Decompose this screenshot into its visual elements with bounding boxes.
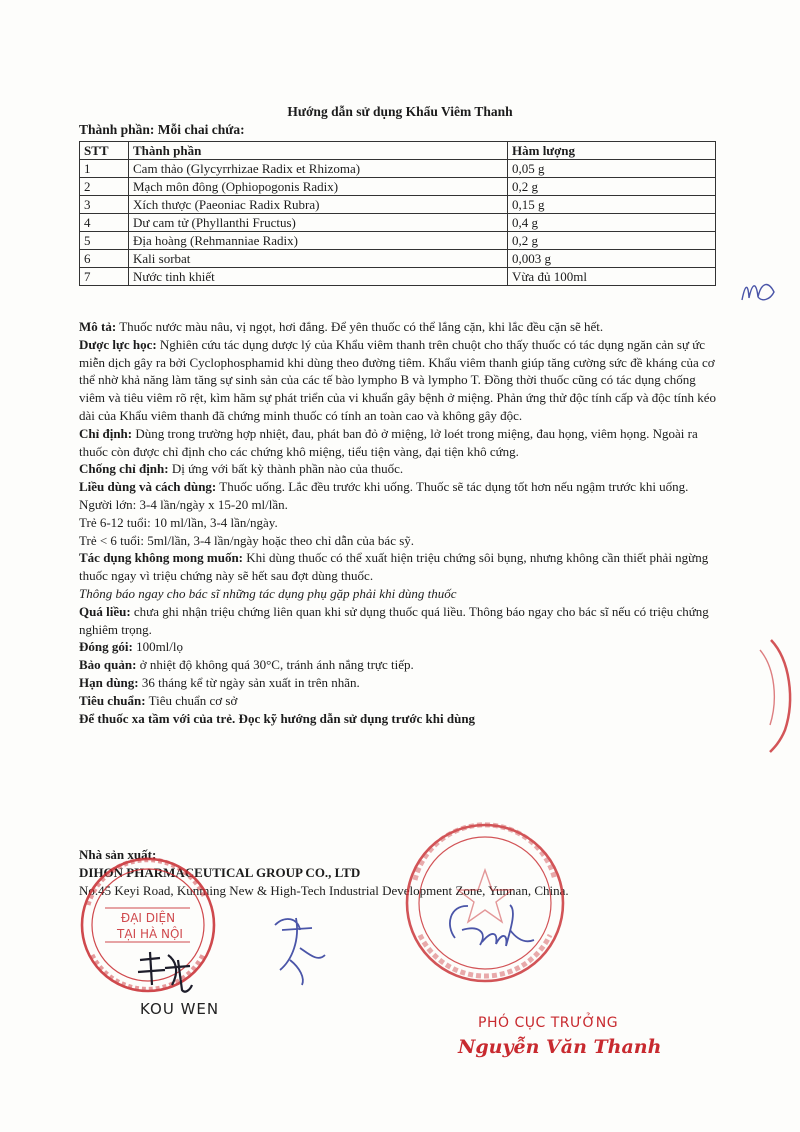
cell-stt: 5 [80,232,129,250]
section-description [79,318,719,336]
cell-stt: 4 [80,214,129,232]
official-name: Nguyễn Văn Thanh [458,1036,662,1058]
cell-amount: 0,003 g [508,250,716,268]
section-text: Tiêu chuẩn cơ sở [145,692,238,708]
section-indications [79,425,719,461]
table-row [80,178,716,196]
section-dosage [79,478,719,496]
cell-stt: 6 [80,250,129,268]
section-pharmacodynamics [79,336,719,425]
section-text: Dùng trong trường hợp nhiệt, đau, phát ban đỏ ở miệng, lở loét trong miệng, đau họng, viêm họng. Ngoài ra thuốc còn được chỉ định cho các chứng khô miệng, tiểu tiện vàng, đại tiện khô cứng. [79,425,698,459]
cell-ingredient: Dư cam tử (Phyllanthi Fructus) [129,214,508,232]
section-expiry [79,674,719,692]
edge-stamp [770,640,790,752]
official-title: PHÓ CỤC TRƯỞNG [478,1015,619,1031]
dosage-child-6-12: Trẻ 6-12 tuổi: 10 ml/lần, 3-4 lần/ngày. [79,514,278,530]
signature-right [450,905,534,946]
section-label: Tác dụng không mong muốn: [79,550,243,566]
document-title: Hướng dẫn sử dụng Khẩu Viêm Thanh [287,104,513,119]
table-row [80,160,716,178]
composition-label: Thành phần: Mỗi chai chứa: [79,122,245,137]
dosage-child-under-6: Trẻ < 6 tuổi: 5ml/lần, 3-4 lần/ngày hoặc theo chỉ dẫn của bác sỹ. [79,532,415,548]
cell-stt: 1 [80,160,129,178]
signature-left-name: KOU WEN [140,1000,220,1018]
signature-left [138,952,192,992]
section-label: Bảo quản: [79,657,137,673]
cell-amount: 0,2 g [508,178,716,196]
stamp-left-line1: ĐẠI DIỆN [120,911,176,925]
cell-amount: 0,2 g [508,232,716,250]
table-row [80,268,716,286]
section-text: Thuốc nước màu nâu, vị ngọt, hơi đắng. Để yên thuốc có thể lắng cặn, khi lắc đều cặn sẽ hết. [116,319,604,334]
section-overdose [79,603,719,639]
signature-middle [275,918,325,985]
section-label: Chống chỉ định: [79,461,169,477]
cell-amount: 0,15 g [508,196,716,214]
table-header-row [80,142,716,160]
cell-stt: 2 [80,178,129,196]
table-row [80,250,716,268]
table-row [80,232,716,250]
table-row [80,214,716,232]
section-standard [79,692,719,710]
table-row [80,196,716,214]
instructions-body [79,318,719,727]
cell-ingredient: Địa hoàng (Rehmanniae Radix) [129,232,508,250]
section-packaging [79,638,719,656]
ingredients-table [79,141,716,286]
safety-warning: Để thuốc xa tầm với của trẻ. Đọc kỹ hướng dẫn sử dụng trước khi dùng [79,710,476,726]
cell-stt: 3 [80,196,129,214]
section-text: Nghiên cứu tác dụng dược lý của Khẩu viêm thanh trên chuột cho thấy thuốc có tác dụng ngăn cản sự ức miễn dịch gây ra bởi Cyclophosphamid khi dùng theo đường tiêm. Khẩu viêm thanh giúp tăng cường sức đề kháng của cơ thể nhờ khả năng làm tăng sự sinh sản của các tế bào lympho B và lympho T. Đồng thời thuốc cũng có tác dụng chống viêm và tiêu viêm rõ rệt, kìm hãm sự phát triển của vi khuẩn gây bệnh ở miệng. Phản ứng thử độc tính cấp và độc tính kéo dài của Khẩu viêm thanh đã chứng minh thuốc có tính an toàn cao và không gây độc. [79,336,717,423]
section-label: Quá liều: [79,603,131,619]
section-label: Mô tả: [79,319,117,334]
section-label: Dược lực học: [79,336,157,352]
cell-stt: 7 [80,268,129,286]
section-text: Thuốc uống. Lắc đều trước khi uống. Thuốc sẽ tác dụng tốt hơn nếu ngậm trước khi uống. [216,479,689,495]
initials-mark [742,285,774,300]
dosage-adult: Người lớn: 3-4 lần/ngày x 15-20 ml/lần. [79,496,288,512]
side-effects-notice: Thông báo ngay cho bác sĩ những tác dụng phụ gặp phải khi dùng thuốc [79,585,457,601]
header-ingredient: Thành phần [129,142,508,160]
manufacturer-block [79,846,759,900]
section-text: Khi dùng thuốc có thể xuất hiện triệu chứng sôi bụng, nhưng không cần thiết phải ngừng thuốc ngay vì triệu chứng này sẽ hết sau đợt dùng thuốc. [79,550,709,584]
section-label: Đóng gói: [79,639,133,655]
section-side-effects [79,549,719,585]
manufacturer-address: No.45 Keyi Road, Kunming New & High-Tech Industrial Development Zone, Yunnan, China. [79,883,569,898]
section-storage [79,656,719,674]
cell-ingredient: Mạch môn đông (Ophiopogonis Radix) [129,178,508,196]
manufacturer-name: DIHON PHARMACEUTICAL GROUP CO., LTD [79,865,361,880]
cell-ingredient: Kali sorbat [129,250,508,268]
header-stt: STT [80,142,129,160]
cell-ingredient: Cam thảo (Glycyrrhizae Radix et Rhizoma) [129,160,508,178]
section-text: chưa ghi nhận triệu chứng liên quan khi sử dụng thuốc quá liều. Thông báo ngay cho bác sĩ nếu có triệu chứng nghiêm trọng. [79,603,709,637]
section-text: Dị ứng với bất kỳ thành phần nào của thuốc. [168,461,404,477]
cell-ingredient: Nước tinh khiết [129,268,508,286]
section-label: Tiêu chuẩn: [79,692,146,708]
section-text: ở nhiệt độ không quá 30°C, tránh ánh nắng trực tiếp. [136,657,414,673]
cell-amount: 0,05 g [508,160,716,178]
section-label: Chỉ định: [79,425,133,441]
section-label: Hạn dùng: [79,674,139,690]
stamp-left-line2: TẠI HÀ NỘI [117,927,183,941]
cell-ingredient: Xích thược (Paeoniac Radix Rubra) [129,196,508,214]
section-text: 100ml/lọ [132,639,184,655]
manufacturer-label: Nhà sản xuất: [79,847,157,862]
section-contraindications [79,460,719,478]
section-text: 36 tháng kể từ ngày sản xuất in trên nhãn. [138,674,360,690]
section-label: Liều dùng và cách dùng: [79,479,217,495]
cell-amount: Vừa đủ 100ml [508,268,716,286]
cell-amount: 0,4 g [508,214,716,232]
header-amount: Hàm lượng [508,142,716,160]
